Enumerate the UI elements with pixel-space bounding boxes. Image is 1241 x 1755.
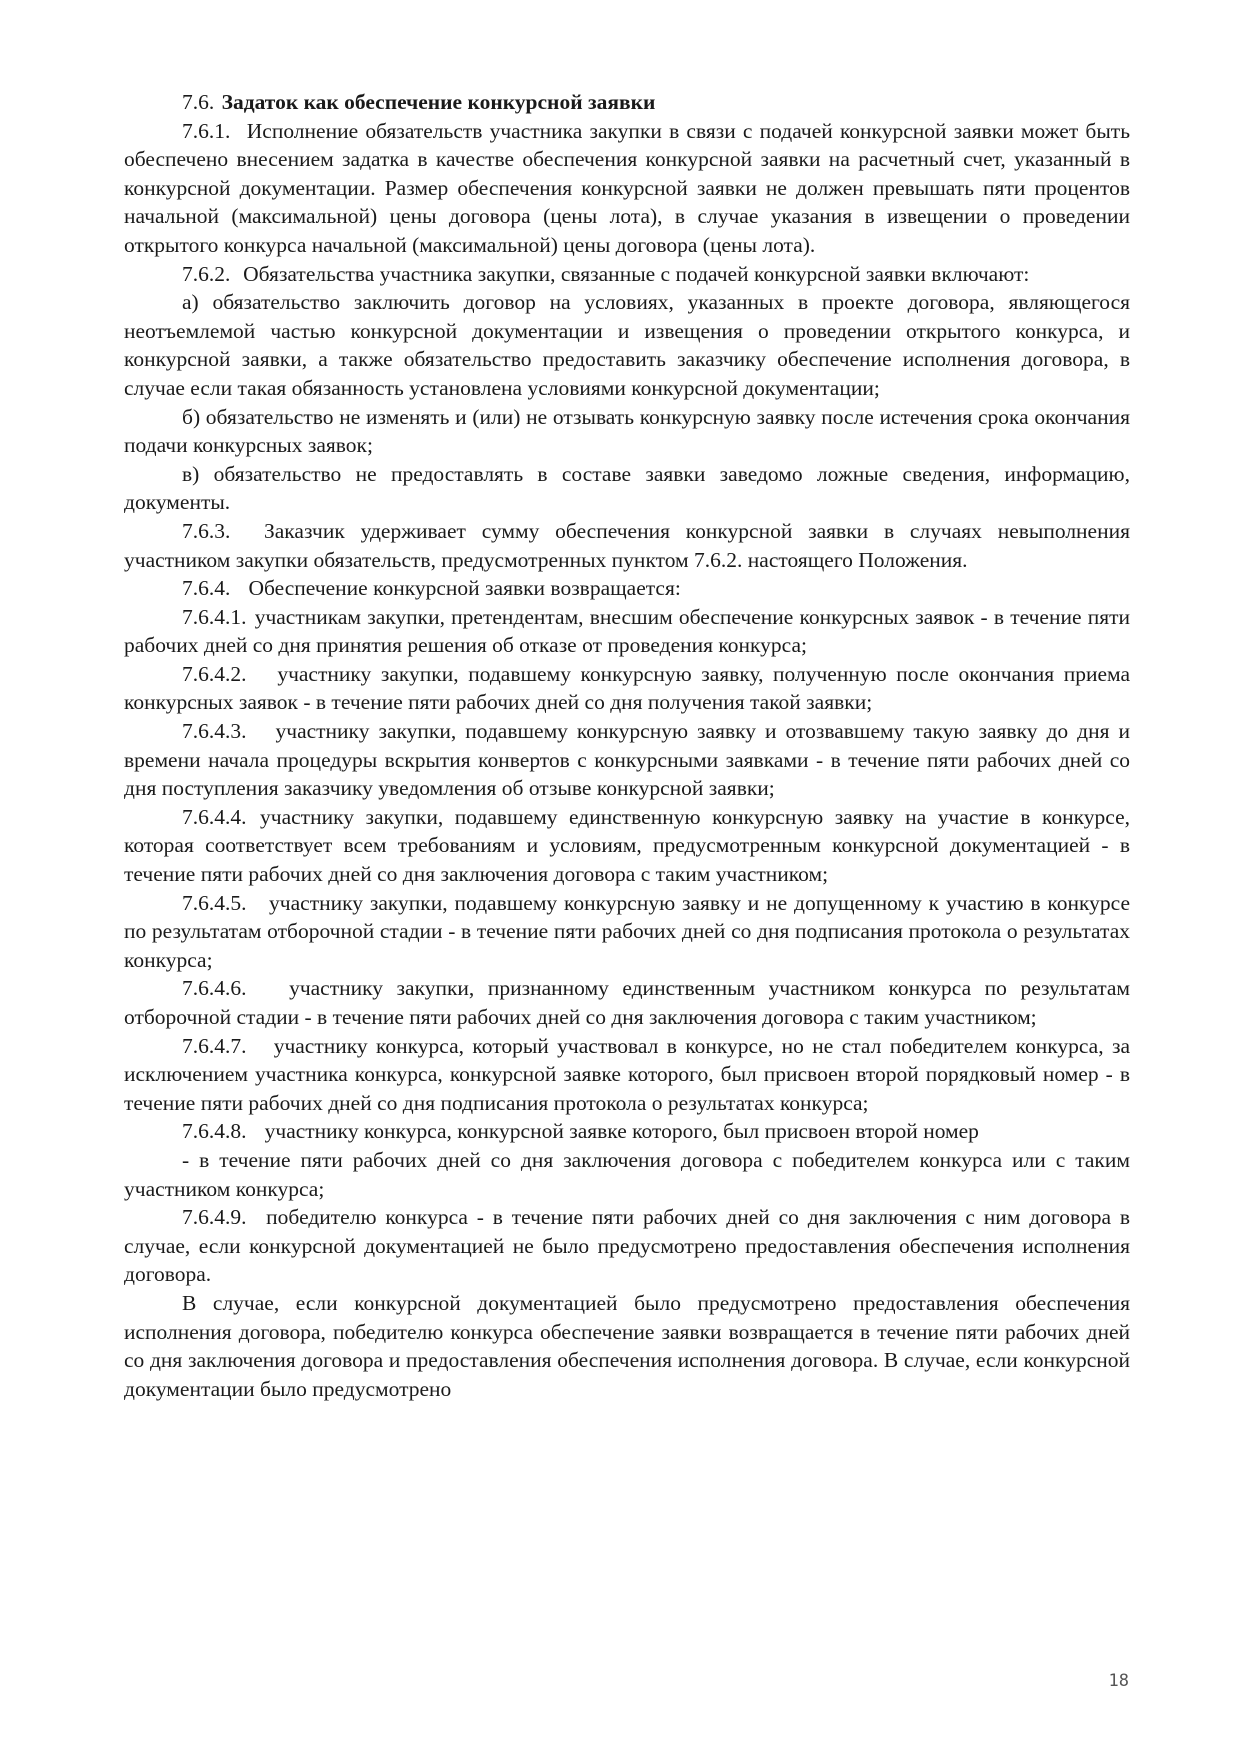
clause-text: участнику закупки, подавшему конкурсную заявку и отозвавшему такую заявку до дня и времени начала процедуры вскрытия конвертов с конкурсными заявками - в течение пяти рабочих дней со дня поступления заказчику уведомления об отзыве конкурсной заявки; <box>124 719 1130 801</box>
clause-number: 7.6.3. <box>182 518 231 543</box>
list-item-text: б) обязательство не изменять и (или) не отзывать конкурсную заявку после истечения срока окончания подачи конкурсных заявок; <box>124 404 1130 458</box>
clause-number: 7.6.4.4. <box>182 804 247 829</box>
list-item-c <box>124 460 1130 517</box>
paragraph-7-6-4-8-continued <box>124 1146 1130 1203</box>
clause-number: 7.6.4.6. <box>182 976 247 1001</box>
clause-text: Заказчик удерживает сумму обеспечения конкурсной заявки в случаях невыполнения участником закупки обязательств, предусмотренных пунктом 7.6.2. настоящего Положения. <box>124 518 1131 572</box>
clause-number: 7.6.2. <box>182 261 231 286</box>
paragraph-7-6-2 <box>124 260 1130 289</box>
paragraph-7-6-1 <box>124 117 1130 260</box>
clause-number: 7.6.4.1. <box>182 604 247 629</box>
paragraph-7-6-4-7 <box>124 1032 1130 1118</box>
paragraph-7-6-4-4 <box>124 803 1130 889</box>
clause-number: 7.6.4.3. <box>182 719 247 744</box>
clause-text: участнику закупки, подавшему конкурсную заявку, полученную после окончания приема конкурсных заявок - в течение пяти рабочих дней со дня получения такой заявки; <box>124 661 1131 715</box>
clause-text: участнику конкурса, который участвовал в конкурсе, но не стал победителем конкурса, за исключением участника конкурса, конкурсной заявке которого, был присвоен второй порядковый номер - в течение пяти рабочих дней со дня подписания протокола о результатах конкурса; <box>124 1033 1130 1115</box>
clause-text: участникам закупки, претендентам, внесшим обеспечение конкурсных заявок - в течение пяти рабочих дней со дня принятия решения об отказе от проведения конкурса; <box>124 604 1130 658</box>
paragraph-7-6-4-1 <box>124 603 1130 660</box>
document-body <box>124 88 1130 1403</box>
clause-text: победителю конкурса - в течение пяти рабочих дней со дня заключения с ним договора в случае, если конкурсной документацией не было предусмотрено предоставления обеспечения исполнения договора. <box>124 1205 1130 1287</box>
clause-number: 7.6.4.8. <box>182 1119 247 1144</box>
clause-text: В случае, если конкурсной документацией было предусмотрено предоставления обеспечения исполнения договора, победителю конкурса обеспечение заявки возвращается в течение пяти рабочих дней со дня заключения договора и предоставления обеспечения исполнения договора. В случае, если конкурсной документации было предусмотрено <box>124 1290 1130 1401</box>
clause-text: Исполнение обязательств участника закупки в связи с подачей конкурсной заявки может быть обеспечено внесением задатка в качестве обеспечения конкурсной заявки на расчетный счет, указанный в конкурсной документации. Размер обеспечения конкурсной заявки не должен превышать пяти процентов начальной (максимальной) цены договора (цены лота), в случае указания в извещении о проведении открытого конкурса начальной (максимальной) цены договора (цены лота). <box>124 118 1131 257</box>
clause-number: 7.6.4.2. <box>182 661 247 686</box>
paragraph-7-6-4-5 <box>124 889 1130 975</box>
clause-number: 7.6.4. <box>182 576 231 601</box>
clause-number: 7.6.4.7. <box>182 1033 247 1058</box>
paragraph-7-6-3 <box>124 517 1130 574</box>
paragraph-7-6-4-6 <box>124 974 1130 1031</box>
clause-number: 7.6.4.9. <box>182 1205 247 1230</box>
clause-text: участнику закупки, подавшему конкурсную заявку и не допущенному к участию в конкурсе по результатам отборочной стадии - в течение пяти рабочих дней со дня подписания протокола о результатах конкурса; <box>124 890 1130 972</box>
page-number: 18 <box>1108 1671 1129 1691</box>
paragraph-7-6-4-3 <box>124 717 1130 803</box>
section-title: Задаток как обеспечение конкурсной заявки <box>221 90 656 114</box>
clause-text: участнику закупки, подавшему единственную конкурсную заявку на участие в конкурсе, которая соответствует всем требованиям и условиям, предусмотренным конкурсной документацией - в течение пяти рабочих дней со дня заключения договора с таким участником; <box>124 804 1131 887</box>
section-heading <box>124 88 1130 117</box>
paragraph-7-6-4 <box>124 574 1130 603</box>
paragraph-7-6-4-2 <box>124 660 1130 717</box>
paragraph-final <box>124 1289 1130 1403</box>
clause-text: участнику конкурса, конкурсной заявке которого, был присвоен второй номер <box>264 1119 979 1144</box>
paragraph-7-6-4-8 <box>124 1117 1130 1146</box>
clause-number: 7.6.4.5. <box>182 890 247 915</box>
list-item-a <box>124 288 1130 402</box>
section-number: 7.6. <box>182 90 215 114</box>
list-item-text: а) обязательство заключить договор на условиях, указанных в проекте договора, являющегося неотъемлемой частью конкурсной документации и извещения о проведении открытого конкурса, и конкурсной заявки, а также обязательство предоставить заказчику обеспечение исполнения договора, в случае если такая обязанность установлена условиями конкурсной документации; <box>124 290 1130 400</box>
clause-number: 7.6.1. <box>182 118 231 143</box>
clause-text: участнику закупки, признанному единственным участником конкурса по результатам отборочной стадии - в течение пяти рабочих дней со дня заключения договора с таким участником; <box>124 976 1131 1029</box>
list-item-text: в) обязательство не предоставлять в составе заявки заведомо ложные сведения, информацию, документы. <box>124 461 1130 515</box>
clause-text: Обеспечение конкурсной заявки возвращается: <box>248 576 681 601</box>
clause-text: - в течение пяти рабочих дней со дня заключения договора с победителем конкурса или с таким участником конкурса; <box>124 1147 1130 1201</box>
paragraph-7-6-4-9 <box>124 1203 1130 1289</box>
list-item-b <box>124 403 1130 460</box>
clause-text: Обязательства участника закупки, связанные с подачей конкурсной заявки включают: <box>243 261 1030 286</box>
